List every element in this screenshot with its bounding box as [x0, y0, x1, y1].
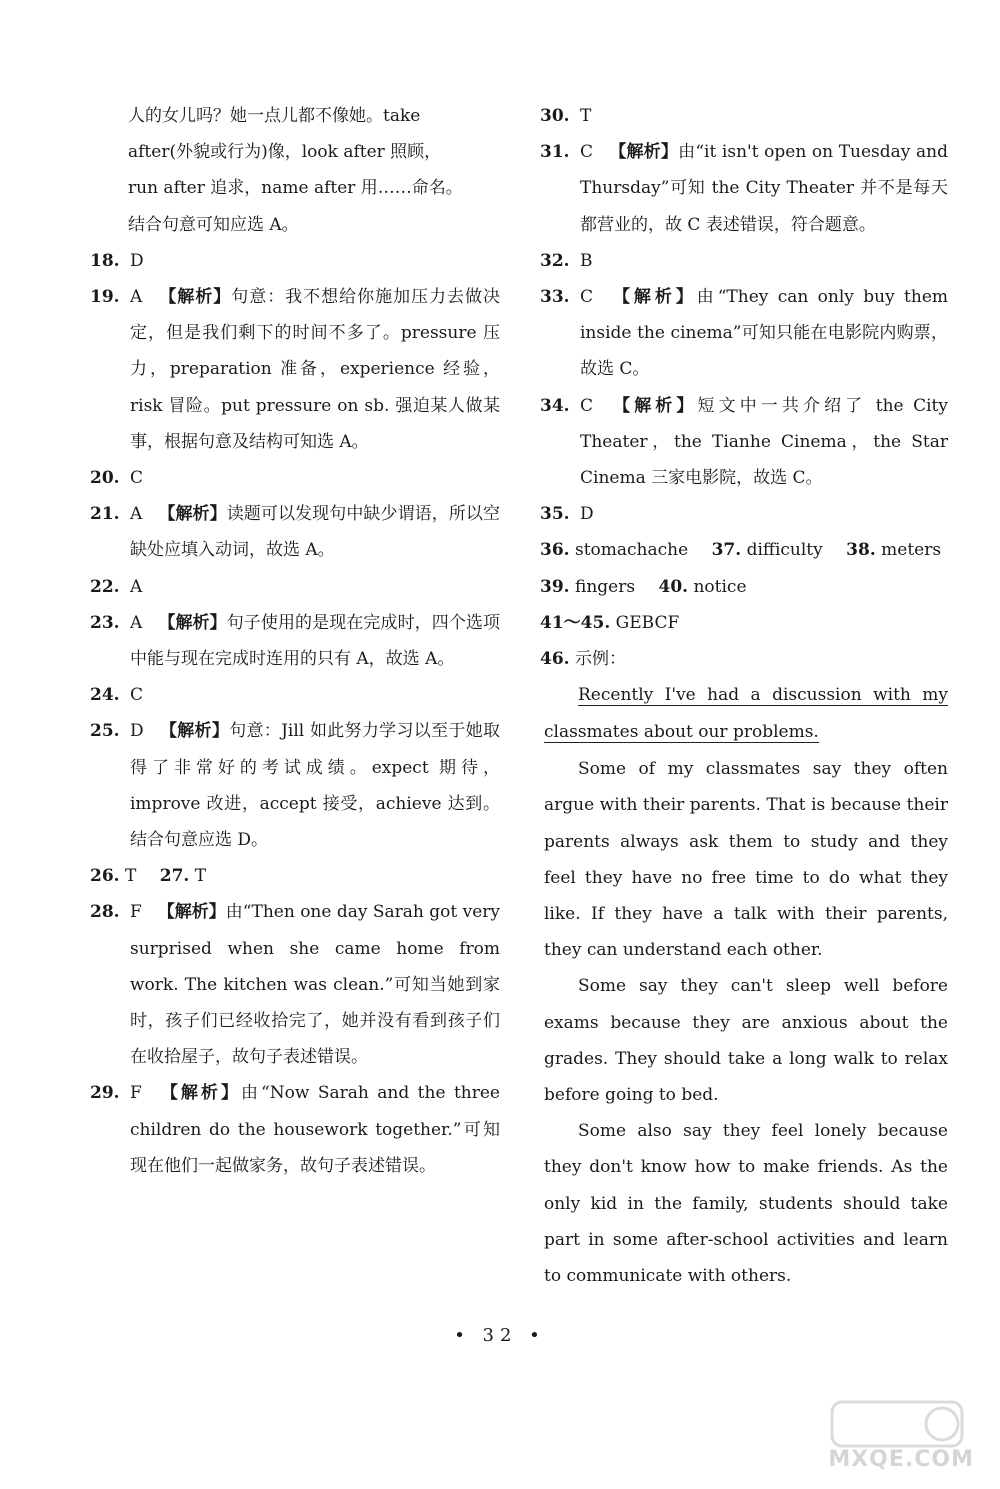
- analysis-text: 句意：我不想给你施加压力去做决定，但是我们剩下的时间不多了。pressure 压力，preparation 准备，experience 经验，risk 冒险。put pressure on sb. 强迫某人做某事，根据句意及结构可知选 A。: [130, 287, 501, 452]
- question-number: 32.: [540, 250, 570, 271]
- analysis-tag: 【解析】: [609, 287, 697, 308]
- question-number: 38.: [846, 540, 876, 561]
- essay-opening-sentence: Recently I've had a discussion with my classmates about our problems.: [544, 685, 948, 743]
- answer-34: [540, 388, 948, 497]
- analysis-text: 由“it isn't open on Tuesday and Thursday”可知 the City Theater 并不是每天都营业的，故 C 表述错误，符合题意。: [580, 142, 948, 235]
- answer-letter: T: [124, 866, 137, 887]
- answer-18: [90, 243, 500, 279]
- answer-letters: GEBCF: [615, 612, 680, 633]
- question-number: 20.: [90, 468, 120, 489]
- question-number: 34.: [540, 395, 570, 416]
- question-number: 37.: [711, 540, 742, 561]
- question-number: 27.: [159, 866, 190, 887]
- answer-33: [540, 279, 948, 388]
- right-column: [540, 98, 948, 1294]
- analysis-tag: 【解析】: [609, 395, 698, 416]
- answer-letter: C: [130, 685, 144, 706]
- answers-41-45: [540, 605, 948, 641]
- question-number: 36.: [540, 540, 570, 561]
- essay-opening: [544, 677, 948, 751]
- answer-letter: A: [130, 576, 143, 597]
- question-number: 41～45.: [540, 612, 611, 633]
- question-number: 46.: [540, 649, 570, 670]
- answer-31: [540, 134, 948, 243]
- question-number: 30.: [540, 106, 570, 126]
- analysis-text: 由“They can only buy them inside the cinema”可知只能在电影院内购票，故选 C。: [580, 287, 948, 380]
- answer-32: [540, 243, 948, 279]
- question-number: 22.: [90, 576, 120, 597]
- question-number: 21.: [90, 504, 120, 525]
- question-number: 18.: [90, 250, 120, 271]
- answer-letter: B: [580, 250, 593, 271]
- essay-paragraph: Some say they can't sleep well before exams because they are anxious about the grades. They should take a long walk to relax before going to bed.: [544, 976, 948, 1106]
- answers-26-27: [90, 858, 500, 894]
- answer-letter: C: [580, 287, 594, 308]
- analysis-tag: 【解析】: [157, 902, 226, 923]
- watermark-text: MXQE.COM: [828, 1447, 974, 1472]
- analysis-tag: 【解析】: [157, 1083, 241, 1104]
- answer-letter: A: [130, 612, 143, 633]
- answer-word: notice: [693, 576, 747, 597]
- answer-word: difficulty: [746, 540, 823, 561]
- answer-letter: D: [580, 504, 594, 525]
- left-column: [90, 98, 500, 1184]
- line: run after 追求，name after 用……命名。: [128, 178, 463, 199]
- answer-letter: D: [130, 721, 144, 742]
- answer-letter: C: [130, 468, 144, 489]
- question-number: 29.: [90, 1083, 120, 1104]
- answer-word: fingers: [574, 576, 636, 597]
- answer-35: [540, 496, 948, 532]
- analysis-tag: 【解析】: [158, 612, 227, 633]
- question-number: 23.: [90, 612, 120, 633]
- answer-letter: T: [580, 106, 592, 126]
- analysis-text: 由“Now Sarah and the three children do the housework together.”可知现在他们一起做家务，故句子表述错误。: [130, 1083, 500, 1176]
- analysis-text: 短文中一共介绍了 the City Theater，the Tianhe Cinema，the Star Cinema 三家电影院，故选 C。: [580, 395, 948, 489]
- watermark-logo: [782, 1398, 982, 1478]
- answer-21: [90, 496, 500, 568]
- analysis-text: 句子使用的是现在完成时，四个选项中能与现在完成时连用的只有 A，故选 A。: [130, 612, 501, 670]
- answer-22: [90, 569, 500, 605]
- answer-25: [90, 713, 500, 858]
- answer-30: [540, 98, 948, 134]
- answer-29: [90, 1075, 500, 1184]
- question-number: 40.: [658, 576, 689, 597]
- answers-36-38: [540, 532, 948, 568]
- analysis-tag: 【解析】: [159, 721, 230, 742]
- essay-paragraph: Some of my classmates say they often argue with their parents. That is because their parents always ask them to study and they feel they have no free time to do what they like. If they have a talk with their parents, they can understand each other.: [544, 759, 948, 961]
- answer-letter: A: [130, 287, 143, 308]
- answer-word: meters: [881, 540, 942, 561]
- answer-20: [90, 460, 500, 496]
- answer-letter: A: [130, 504, 143, 525]
- answer-letter: C: [580, 142, 594, 163]
- question-number: 31.: [540, 142, 570, 163]
- answer-28: [90, 894, 500, 1075]
- answer-letter: D: [130, 250, 144, 271]
- analysis-text: 读题可以发现句中缺少谓语，所以空缺处应填入动词，故选 A。: [130, 504, 501, 561]
- question-number: 25.: [90, 721, 120, 742]
- question-number: 35.: [540, 504, 570, 525]
- analysis-text: 由“Then one day Sarah got very surprised when she came home from work. The kitchen was clean.”可知当她到家时，孩子们已经收拾完了，她并没有看到孩子们在收拾屋子，故句子表述错误。: [130, 902, 501, 1068]
- answer-letter: F: [130, 1083, 142, 1104]
- essay-paragraph: Some also say they feel lonely because they don't know how to make friends. As the only kid in the family, students should take part in some after-school activities and learn to communicate with others.: [544, 1121, 948, 1287]
- example-label: 示例：: [574, 649, 626, 670]
- answer-23: [90, 605, 500, 677]
- question-number: 24.: [90, 685, 120, 706]
- line: 结合句意可知应选 A。: [128, 214, 299, 235]
- answer-word: stomachache: [574, 540, 689, 561]
- continuation-17: [90, 98, 500, 243]
- answer-24: [90, 677, 500, 713]
- answer-letter: C: [580, 395, 594, 416]
- analysis-tag: 【解析】: [158, 287, 232, 308]
- line: after(外貌或行为)像，look after 照顾，: [128, 142, 442, 163]
- answers-39-40: [540, 569, 948, 605]
- analysis-text: 句意：Jill 如此努力学习以至于她取得了非常好的考试成绩。expect 期待，improve 改进，accept 接受，achieve 达到。结合句意应选 D。: [130, 721, 501, 851]
- answer-letter: T: [194, 866, 207, 887]
- answer-letter: F: [130, 902, 142, 923]
- line: 人的女儿吗？她一点儿都不像她。take: [128, 106, 421, 126]
- analysis-tag: 【解析】: [158, 504, 227, 525]
- question-number: 19.: [90, 287, 120, 308]
- analysis-tag: 【解析】: [609, 142, 679, 163]
- page-number: • 32 •: [454, 1325, 546, 1346]
- question-number: 33.: [540, 287, 570, 308]
- answer-19: [90, 279, 500, 460]
- question-number: 39.: [540, 576, 570, 597]
- question-number: 28.: [90, 902, 120, 923]
- question-number: 26.: [90, 866, 120, 887]
- answer-46: [540, 641, 948, 677]
